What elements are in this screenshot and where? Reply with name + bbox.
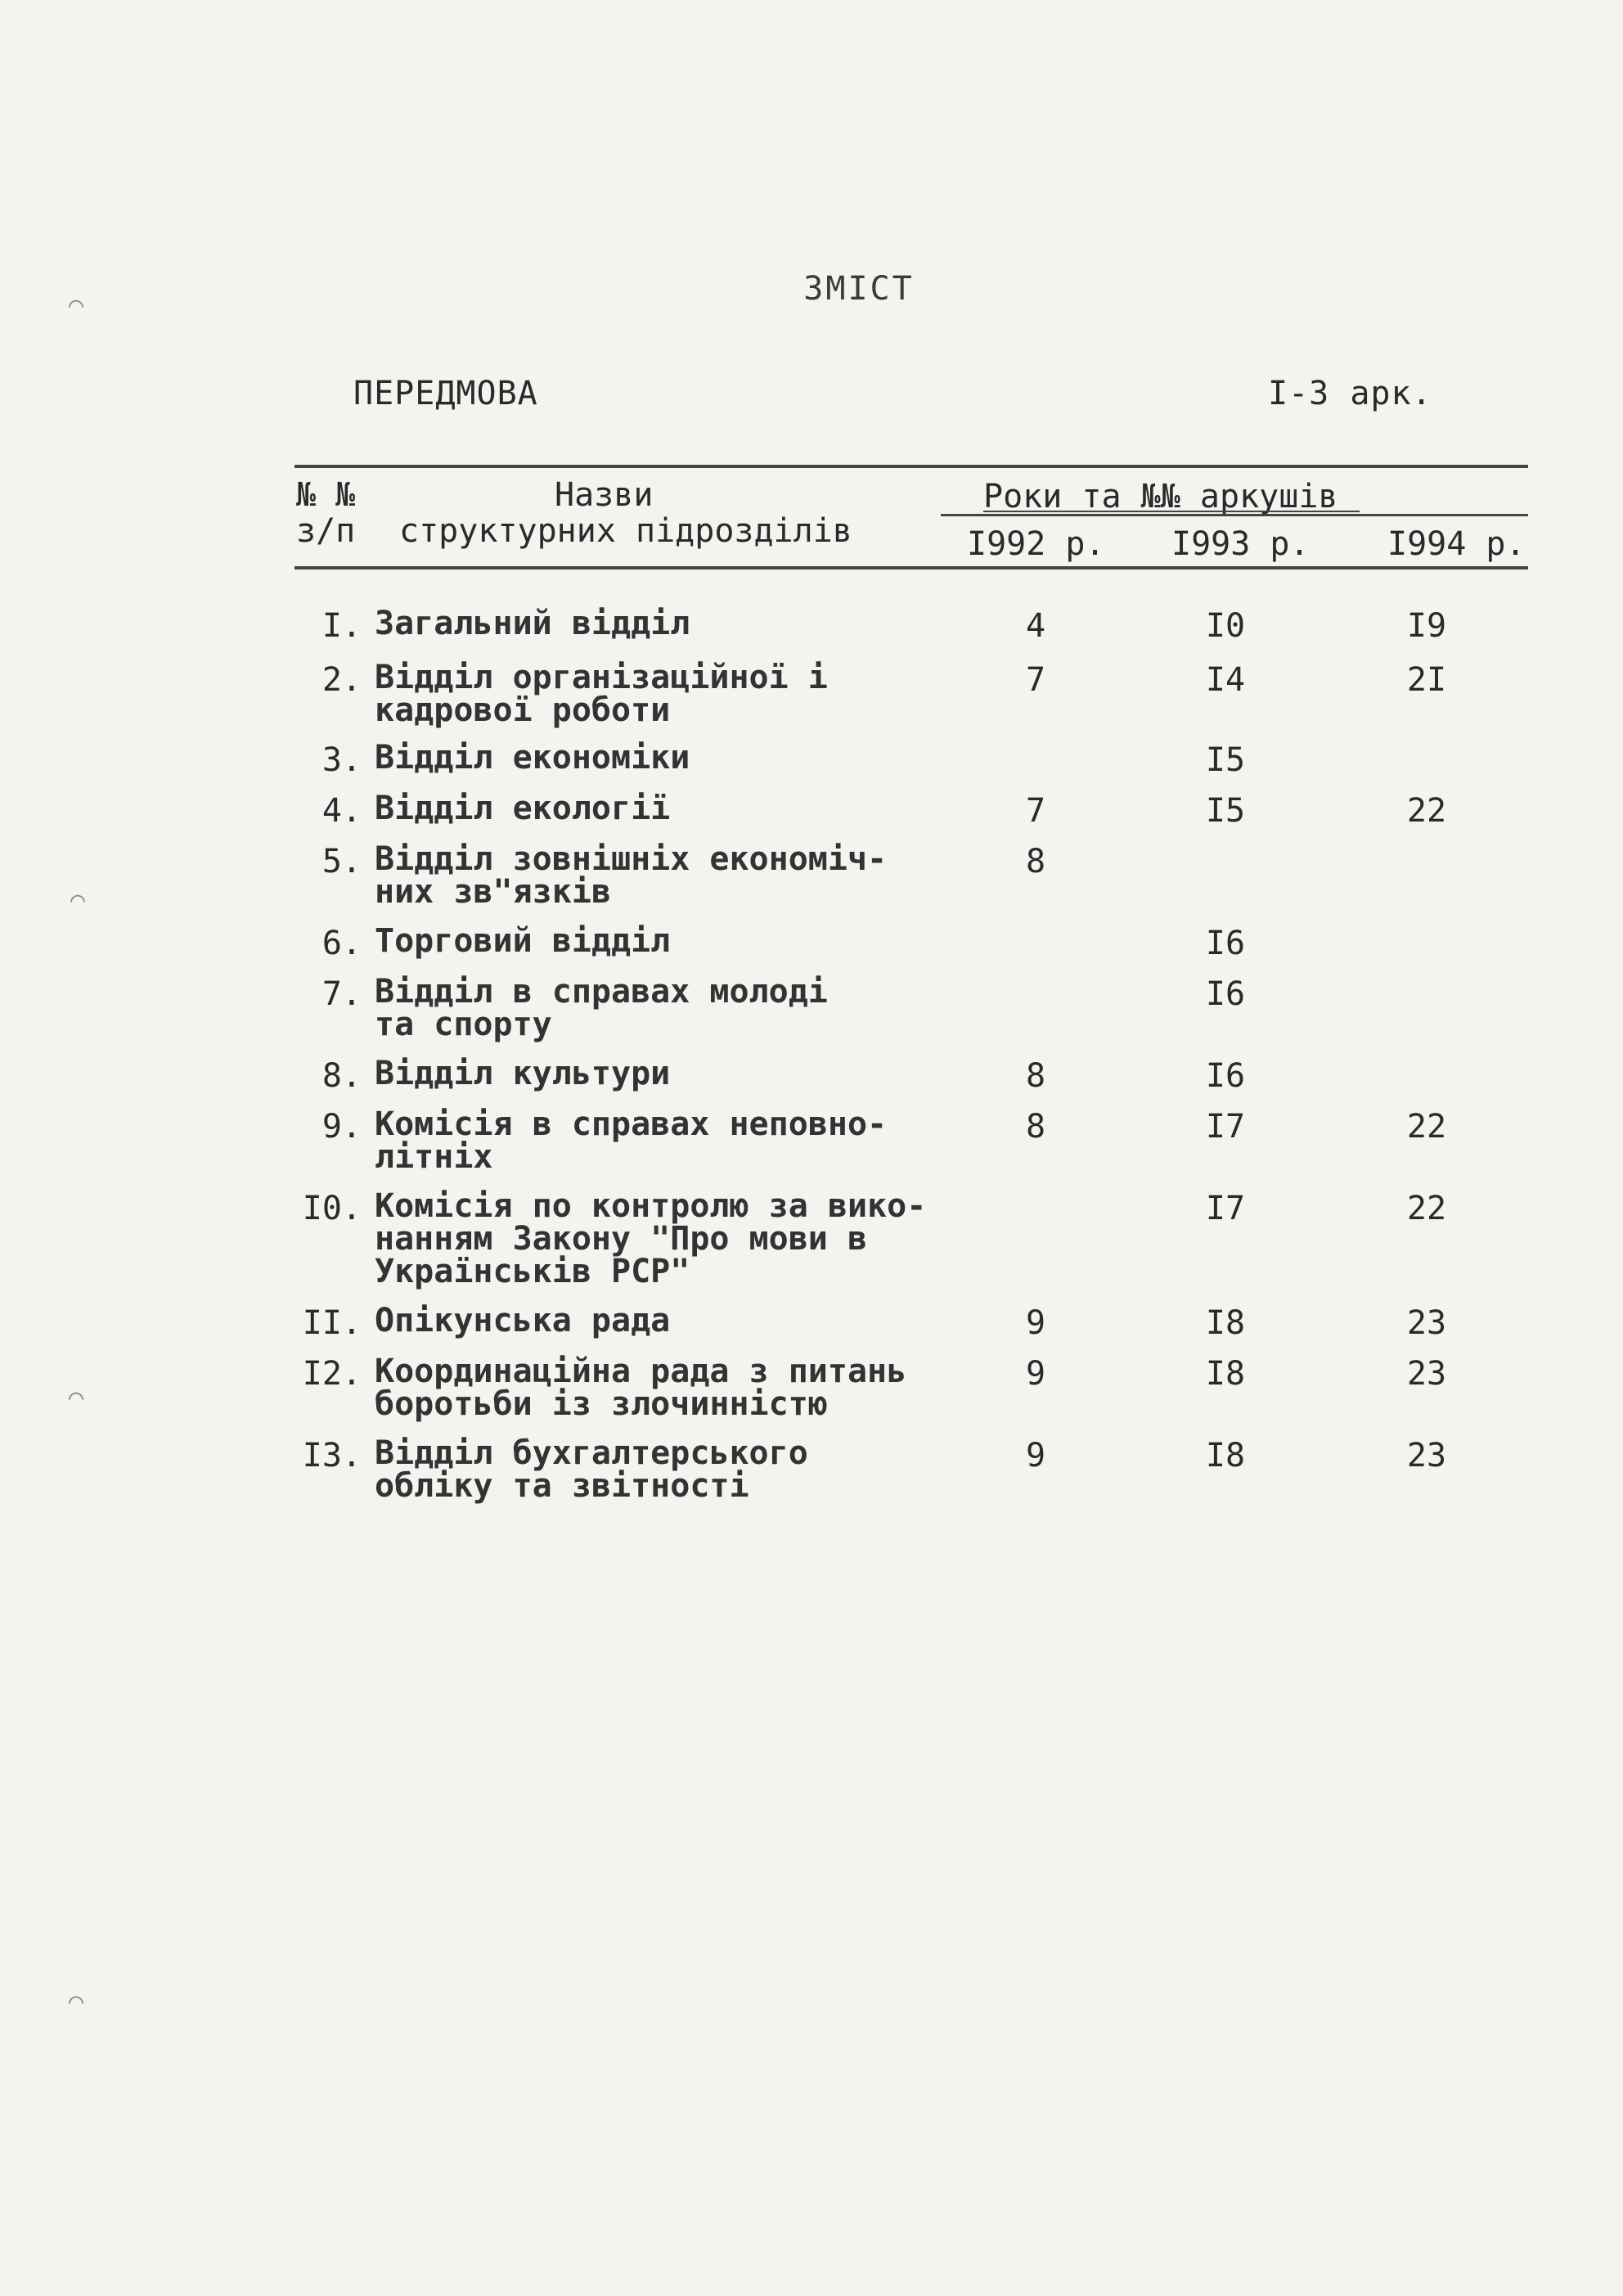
row-unit-name: Комісія в справах неповно- літніх: [375, 1105, 888, 1176]
row-number: 2.: [321, 661, 362, 699]
margin-mark: ⌒: [70, 885, 86, 914]
row-number: I0.: [302, 1190, 362, 1227]
row-unit-name: Відділ бухгалтерського обліку та звітності: [375, 1434, 808, 1505]
year-1992-header: I992 р.: [967, 525, 1105, 563]
row-sheet-1993: I6: [1205, 925, 1246, 962]
row-sheet-1994: 2I: [1406, 661, 1447, 699]
row-sheet-1992: 8: [1025, 1108, 1046, 1146]
row-number: 6.: [321, 925, 362, 962]
row-sheet-1992: 8: [1025, 1057, 1046, 1095]
row-unit-name: Відділ екології: [375, 790, 671, 827]
margin-mark: ⌒: [69, 1383, 84, 1411]
table-header-bottom-rule: [294, 566, 1528, 569]
row-number: I.: [321, 607, 362, 645]
row-sheet-1994: 22: [1406, 1108, 1447, 1146]
header-num-line2: з/п: [296, 512, 356, 550]
row-number: 7.: [321, 975, 362, 1013]
row-sheet-1992: 4: [1025, 607, 1046, 645]
preface-label: ПЕРЕДМОВА: [353, 375, 538, 412]
row-number: 3.: [321, 741, 362, 779]
row-sheet-1993: I6: [1205, 975, 1246, 1013]
row-sheet-1992: 9: [1025, 1304, 1046, 1342]
row-unit-name: Відділ в справах молоді та спорту: [375, 973, 828, 1043]
row-sheet-1994: 22: [1406, 792, 1447, 830]
year-1994-header: I994 р.: [1387, 525, 1526, 563]
row-sheet-1992: 9: [1025, 1355, 1046, 1393]
row-sheet-1993: I8: [1205, 1355, 1246, 1393]
row-unit-name: Відділ зовнішніх економіч- них зв"язків: [375, 840, 888, 911]
row-sheet-1992: 7: [1025, 792, 1046, 830]
row-sheet-1993: I8: [1205, 1304, 1246, 1342]
row-number: I2.: [302, 1355, 362, 1393]
table-top-rule: [294, 465, 1528, 468]
row-unit-name: Комісія по контролю за вико- нанням Закону "Про мови в Українськів РСР": [375, 1187, 927, 1290]
row-unit-name: Координаційна рада з питань боротьби із злочинністю: [375, 1353, 907, 1423]
row-unit-name: Загальний відділ: [375, 605, 690, 642]
row-number: I3.: [302, 1437, 362, 1474]
row-number: II.: [302, 1304, 362, 1342]
row-sheet-1992: 9: [1025, 1437, 1046, 1474]
row-unit-name: Торговий відділ: [375, 922, 671, 960]
row-sheet-1994: 23: [1406, 1437, 1447, 1474]
row-number: 9.: [321, 1108, 362, 1146]
row-sheet-1993: I8: [1205, 1437, 1246, 1474]
row-sheet-1993: I0: [1205, 607, 1246, 645]
row-unit-name: Відділ економіки: [375, 739, 690, 777]
document-title: ЗМІСТ: [803, 270, 915, 308]
row-sheet-1993: I7: [1205, 1190, 1246, 1227]
year-1993-header: I993 р.: [1171, 525, 1310, 563]
row-sheet-1993: I6: [1205, 1057, 1246, 1095]
row-sheet-1994: 22: [1406, 1190, 1447, 1227]
row-sheet-1994: I9: [1406, 607, 1447, 645]
row-sheet-1994: 23: [1406, 1355, 1447, 1393]
row-sheet-1993: I5: [1205, 741, 1246, 779]
row-sheet-1994: 23: [1406, 1304, 1447, 1342]
margin-mark: ⌒: [69, 1987, 84, 2015]
header-name-line2: структурних підрозділів: [399, 512, 852, 550]
row-sheet-1992: 8: [1025, 843, 1046, 880]
row-sheet-1993: I5: [1205, 792, 1246, 830]
row-sheet-1993: I4: [1205, 661, 1246, 699]
row-sheet-1992: 7: [1025, 661, 1046, 699]
margin-mark: ⌒: [69, 290, 84, 319]
years-title-underline: [983, 511, 1360, 512]
preface-pages: I-3 арк.: [1268, 375, 1432, 412]
row-unit-name: Відділ культури: [375, 1055, 671, 1092]
row-unit-name: Опікунська рада: [375, 1302, 671, 1339]
row-sheet-1993: I7: [1205, 1108, 1246, 1146]
row-number: 4.: [321, 792, 362, 830]
row-unit-name: Відділ організаційної і кадрової роботи: [375, 659, 828, 729]
header-years-title: Роки та №№ аркушів: [983, 478, 1338, 515]
row-number: 8.: [321, 1057, 362, 1095]
header-name-line1: Назви: [555, 476, 654, 514]
years-divider-rule: [941, 514, 1528, 516]
header-num-line1: № №: [296, 476, 356, 514]
row-number: 5.: [321, 843, 362, 880]
